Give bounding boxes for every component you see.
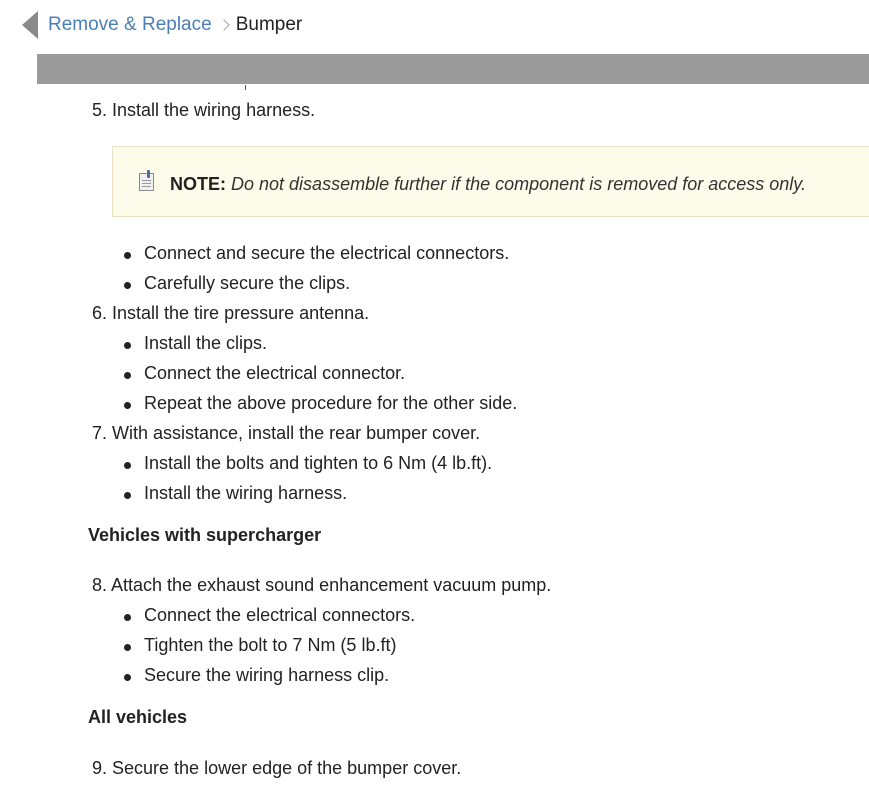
note-text — [170, 174, 806, 195]
list-item-text: Tighten the bolt to 7 Nm (5 lb.ft) — [144, 635, 397, 655]
breadcrumb — [0, 0, 869, 50]
list-item-text: Connect and secure the electrical connectors. — [144, 243, 510, 263]
list-item-text: Install the bolts and tighten to 6 Nm (4 lb.ft). — [144, 453, 493, 473]
step-7: 7. With assistance, install the rear bumper cover. — [92, 423, 481, 443]
list-item — [124, 243, 509, 264]
list-item — [124, 483, 347, 504]
list-item — [124, 605, 415, 626]
note-body: Do not disassemble further if the component is removed for access only. — [231, 174, 806, 194]
list-item-text: Repeat the above procedure for the other side. — [144, 393, 518, 413]
step-9: 9. Secure the lower edge of the bumper cover. — [92, 758, 462, 778]
list-item-text: Install the clips. — [144, 333, 268, 353]
step-8: 8. Attach the exhaust sound enhancement vacuum pump. — [92, 575, 552, 595]
note-icon — [139, 173, 154, 191]
step-6: 6. Install the tire pressure antenna. — [92, 303, 370, 323]
note-label: NOTE: — [170, 174, 226, 194]
list-item-text: Secure the wiring harness clip. — [144, 665, 390, 685]
note-box — [112, 146, 869, 217]
list-item-text: Connect the electrical connector. — [144, 363, 406, 383]
list-item — [124, 333, 267, 354]
chevron-right-icon — [218, 19, 229, 30]
list-item-text: Install the wiring harness. — [144, 483, 348, 503]
clipped-text-fragment — [245, 85, 246, 90]
list-item — [124, 273, 350, 294]
section-heading-supercharger: Vehicles with supercharger — [88, 525, 322, 545]
list-item — [124, 453, 492, 474]
section-heading-all-vehicles: All vehicles — [88, 707, 188, 727]
step-5: 5. Install the wiring harness. — [92, 100, 316, 120]
list-item — [124, 665, 389, 686]
list-item — [124, 635, 396, 656]
back-arrow-icon[interactable] — [22, 11, 38, 39]
list-item-text: Connect the electrical connectors. — [144, 605, 416, 625]
list-item-text: Carefully secure the clips. — [144, 273, 351, 293]
section-header-bar — [37, 54, 869, 84]
breadcrumb-current: Bumper — [235, 14, 303, 35]
list-item — [124, 393, 517, 414]
breadcrumb-parent-link[interactable]: Remove & Replace — [48, 14, 212, 35]
list-item — [124, 363, 405, 384]
